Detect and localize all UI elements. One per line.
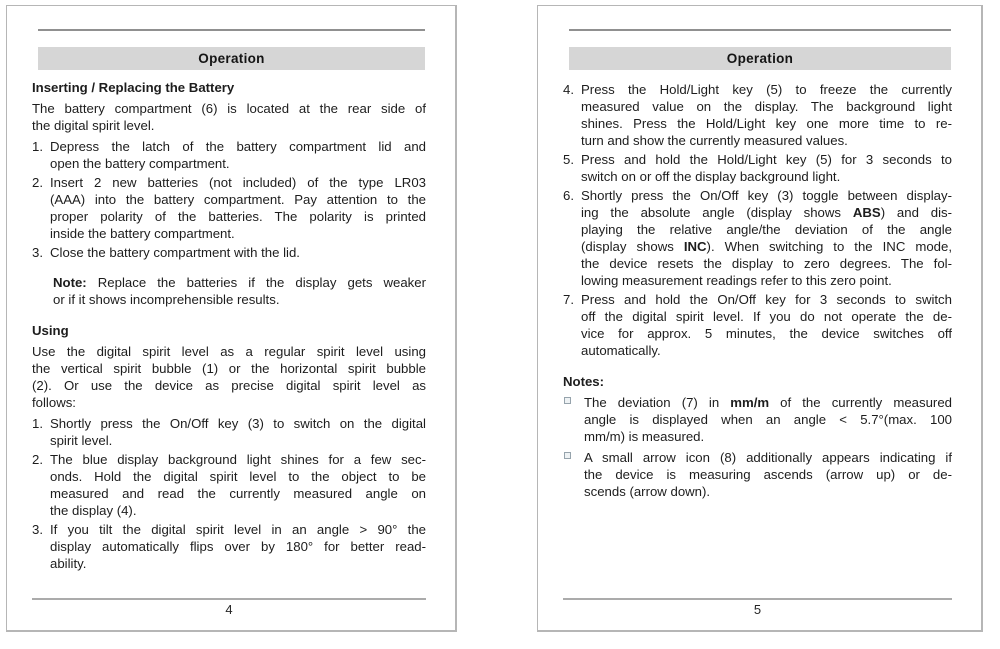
header-rule	[38, 29, 425, 31]
numbered-list-item	[563, 151, 952, 185]
text-line: Close the battery compartment with the lid.	[50, 245, 300, 260]
page-footer	[32, 598, 426, 618]
text-line: (display shows INC). When switching to the INC mode,	[581, 239, 952, 254]
footer-rule	[563, 598, 952, 600]
text-line: the device resets the display to zero degrees. The fol-	[581, 256, 952, 271]
header-rule	[569, 29, 951, 31]
paragraph	[32, 343, 426, 411]
text-line: If you tilt the digital spirit level in an angle > 90° the	[50, 522, 426, 537]
text-line: playing the relative angle/the deviation of the angle	[581, 222, 952, 237]
section-header-bar	[38, 47, 425, 70]
text-line: mm/m) is measured.	[584, 429, 705, 444]
text-line: off the digital spirit level. If you do not operate the de-	[581, 309, 952, 324]
text-line: Shortly press the On/Off key (3) toggle between display-	[581, 188, 952, 203]
text-line: Note: Replace the batteries if the display gets weaker	[53, 275, 426, 290]
item-number: 2.	[32, 175, 43, 190]
text-line: automatically.	[581, 343, 661, 358]
section-heading: Using	[32, 323, 69, 338]
section-header-bar	[569, 47, 951, 70]
text-line: Depress the latch of the battery compartment lid and	[50, 139, 426, 154]
text-line: Insert 2 new batteries (not included) of the type LR03	[50, 175, 426, 190]
text-line: Press and hold the Hold/Light key (5) for 3 seconds to	[581, 152, 952, 167]
section-heading: Inserting / Replacing the Battery	[32, 80, 235, 95]
numbered-list-item	[32, 415, 426, 449]
numbered-list-item	[32, 174, 426, 242]
text-line: or if it shows incomprehensible results.	[53, 292, 280, 307]
text-line: measured value on the display. The background light	[581, 99, 952, 114]
item-number: 3.	[32, 245, 43, 260]
text-line: vice for approx. 5 minutes, the device switches off	[581, 326, 952, 341]
paragraph	[32, 100, 426, 134]
text-line: Press the Hold/Light key (5) to freeze the currently	[581, 82, 952, 97]
page-footer	[563, 598, 952, 618]
text-line: (AAA) into the battery compartment. Pay attention to the	[50, 192, 426, 207]
text-line: lowing measurement readings refer to this zero point.	[581, 273, 892, 288]
text-line: display automatically flips over by 180° for better read-	[50, 539, 426, 554]
text-line: Press and hold the On/Off key for 3 seconds to switch	[581, 292, 952, 307]
item-number: 6.	[563, 188, 574, 203]
text-line: Shortly press the On/Off key (3) to switch on the digital	[50, 416, 426, 431]
item-number: 3.	[32, 522, 43, 537]
text-line: turn and show the currently measured values.	[581, 133, 848, 148]
footer-rule	[32, 598, 426, 600]
item-number: 5.	[563, 152, 574, 167]
note-paragraph	[53, 274, 426, 308]
manual-page-left	[6, 5, 457, 632]
text-line: Use the digital spirit level as a regular spirit level using	[32, 344, 426, 359]
section-header-label: Operation	[726, 51, 794, 66]
text-line: spirit level.	[50, 433, 113, 448]
text-line: the display (4).	[50, 503, 137, 518]
text-line: ing the absolute angle (display shows ABS) and dis-	[581, 205, 952, 220]
note-bullet-item	[563, 449, 952, 500]
numbered-list-item	[563, 187, 952, 289]
text-line: follows:	[32, 395, 76, 410]
numbered-list-item	[32, 244, 426, 261]
page-content	[538, 70, 981, 500]
square-bullet-icon	[564, 452, 571, 459]
text-line: ability.	[50, 556, 87, 571]
section-heading: Notes:	[563, 374, 605, 389]
text-line: onds. Hold the digital spirit level to the object to be	[50, 469, 426, 484]
page-number: 5	[753, 602, 762, 617]
numbered-list-item	[32, 451, 426, 519]
text-line: the device is measuring ascends (arrow up) or de-	[584, 467, 952, 482]
text-line: proper polarity of the batteries. The polarity is printed	[50, 209, 426, 224]
text-line: the vertical spirit bubble (1) or the horizontal spirit bubble	[32, 361, 426, 376]
item-number: 1.	[32, 139, 43, 154]
text-line: measured and read the currently measured angle on	[50, 486, 426, 501]
text-line: The battery compartment (6) is located at the rear side of	[32, 101, 426, 116]
numbered-list-item	[32, 521, 426, 572]
page-number: 4	[225, 602, 233, 617]
numbered-list-item	[563, 81, 952, 149]
item-number: 2.	[32, 452, 43, 467]
text-line: inside the battery compartment.	[50, 226, 235, 241]
text-line: (2). Or use the device as precise digital spirit level as	[32, 378, 426, 393]
numbered-list-item	[32, 138, 426, 172]
text-line: shines. Press the Hold/Light key one more time to re-	[581, 116, 952, 131]
page-content	[7, 70, 455, 572]
item-number: 1.	[32, 416, 43, 431]
note-bullet-item	[563, 394, 952, 445]
text-line: scends (arrow down).	[584, 484, 711, 499]
numbered-list-item	[563, 291, 952, 359]
square-bullet-icon	[564, 397, 571, 404]
text-line: switch on or off the display background light.	[581, 169, 841, 184]
text-line: A small arrow icon (8) additionally appears indicating if	[584, 450, 952, 465]
text-line: the digital spirit level.	[32, 118, 155, 133]
text-line: open the battery compartment.	[50, 156, 230, 171]
text-line: angle is displayed when an angle < 5.7°(max. 100	[584, 412, 952, 427]
manual-page-right	[537, 5, 983, 632]
text-line: The deviation (7) in mm/m of the currently measured	[584, 395, 952, 410]
item-number: 7.	[563, 292, 574, 307]
item-number: 4.	[563, 82, 574, 97]
text-line: The blue display background light shines for a few sec-	[50, 452, 426, 467]
section-header-label: Operation	[198, 51, 265, 66]
